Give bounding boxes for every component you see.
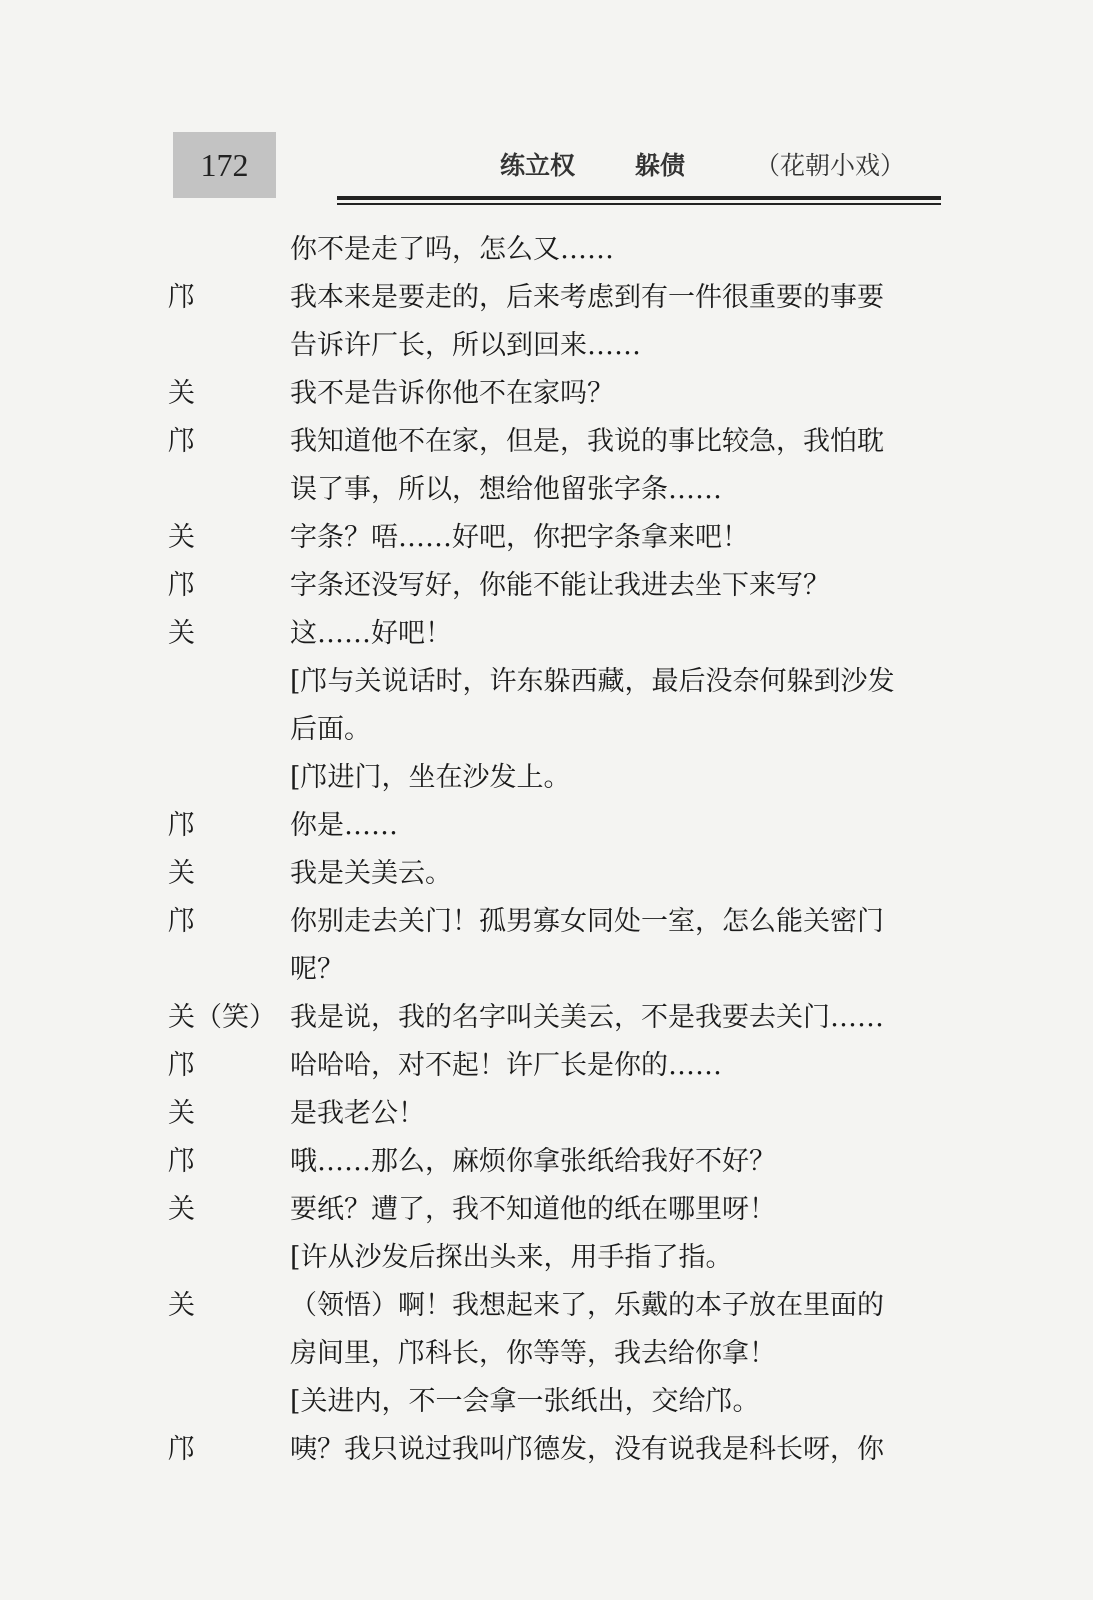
author-name: 练立权 (500, 151, 576, 180)
speaker-name: 邝 (168, 1050, 195, 1081)
script-line (168, 610, 948, 658)
script-line (168, 1090, 948, 1138)
dialogue-text: （领悟）啊！我想起来了，乐戴的本子放在里面的 (290, 1290, 884, 1321)
dialogue-text: 咦？我只说过我叫邝德发，没有说我是科长呀，你 (290, 1434, 884, 1465)
speaker-name: 关 (168, 1194, 195, 1225)
script-line (168, 898, 948, 946)
speaker-name: 邝 (168, 1434, 195, 1465)
dialogue-text: 误了事，所以，想给他留张字条…… (290, 474, 722, 505)
dialogue-text: 字条？唔……好吧，你把字条拿来吧！ (290, 522, 749, 553)
script-line (168, 1042, 948, 1090)
dialogue-text: 你别走去关门！孤男寡女同处一室，怎么能关密门 (290, 906, 884, 937)
speaker-name: 关 (168, 858, 195, 889)
script-line (168, 514, 948, 562)
script-line (168, 706, 948, 754)
script-line (168, 1138, 948, 1186)
script-line (168, 370, 948, 418)
script-line (168, 466, 948, 514)
dialogue-text: 我不是告诉你他不在家吗？ (290, 378, 614, 409)
dialogue-text: 哦……那么，麻烦你拿张纸给我好不好？ (290, 1146, 776, 1177)
script-line (168, 658, 948, 706)
script-line (168, 1186, 948, 1234)
script-line (168, 226, 948, 274)
dialogue-text: 这……好吧！ (290, 618, 452, 649)
speaker-name: 关（笑） (168, 1002, 276, 1033)
dialogue-text: [关进内，不一会拿一张纸出，交给邝。 (290, 1386, 760, 1417)
speaker-name: 关 (168, 522, 195, 553)
script-line (168, 754, 948, 802)
header-rule-thick (337, 196, 941, 200)
dialogue-text: 我是说，我的名字叫关美云，不是我要去关门…… (290, 1002, 884, 1033)
running-head (490, 146, 950, 186)
page-number: 172 (200, 146, 249, 183)
script-line (168, 274, 948, 322)
dialogue-text: 要纸？遭了，我不知道他的纸在哪里呀！ (290, 1194, 776, 1225)
dialogue-text: 后面。 (290, 714, 371, 745)
script-line (168, 562, 948, 610)
dialogue-text: [许从沙发后探出头来，用手指了指。 (290, 1242, 733, 1273)
speaker-name: 邝 (168, 906, 195, 937)
page-number-box (173, 132, 276, 198)
dialogue-text: [邝进门，坐在沙发上。 (290, 762, 571, 793)
speaker-name: 关 (168, 618, 195, 649)
dialogue-text: 哈哈哈，对不起！许厂长是你的…… (290, 1050, 722, 1081)
dialogue-text: 是我老公！ (290, 1098, 425, 1129)
dialogue-text: 你不是走了吗，怎么又…… (290, 234, 614, 265)
script-line (168, 418, 948, 466)
script-line (168, 1282, 948, 1330)
play-title: 躲债 (635, 151, 686, 180)
script-line (168, 802, 948, 850)
speaker-name: 邝 (168, 570, 195, 601)
speaker-name: 邝 (168, 426, 195, 457)
header-rule-thin (337, 203, 941, 205)
dialogue-text: [邝与关说话时，许东躲西藏，最后没奈何躲到沙发 (290, 666, 895, 697)
dialogue-text: 告诉许厂长，所以到回来…… (290, 330, 641, 361)
dialogue-text: 我本来是要走的，后来考虑到有一件很重要的事要 (290, 282, 884, 313)
script-body (168, 226, 948, 1474)
speaker-name: 关 (168, 1098, 195, 1129)
genre-label: （花朝小戏） (755, 151, 906, 180)
script-line (168, 1330, 948, 1378)
speaker-name: 关 (168, 378, 195, 409)
script-line (168, 994, 948, 1042)
speaker-name: 邝 (168, 1146, 195, 1177)
dialogue-text: 字条还没写好，你能不能让我进去坐下来写？ (290, 570, 830, 601)
speaker-name: 邝 (168, 810, 195, 841)
dialogue-text: 呢？ (290, 954, 344, 985)
script-line (168, 322, 948, 370)
speaker-name: 邝 (168, 282, 195, 313)
script-line (168, 1234, 948, 1282)
speaker-name: 关 (168, 1290, 195, 1321)
dialogue-text: 你是…… (290, 810, 398, 841)
dialogue-text: 我是关美云。 (290, 858, 452, 889)
script-line (168, 850, 948, 898)
dialogue-text: 我知道他不在家，但是，我说的事比较急，我怕耽 (290, 426, 884, 457)
script-line (168, 1378, 948, 1426)
script-line (168, 946, 948, 994)
dialogue-text: 房间里，邝科长，你等等，我去给你拿！ (290, 1338, 776, 1369)
script-line (168, 1426, 948, 1474)
